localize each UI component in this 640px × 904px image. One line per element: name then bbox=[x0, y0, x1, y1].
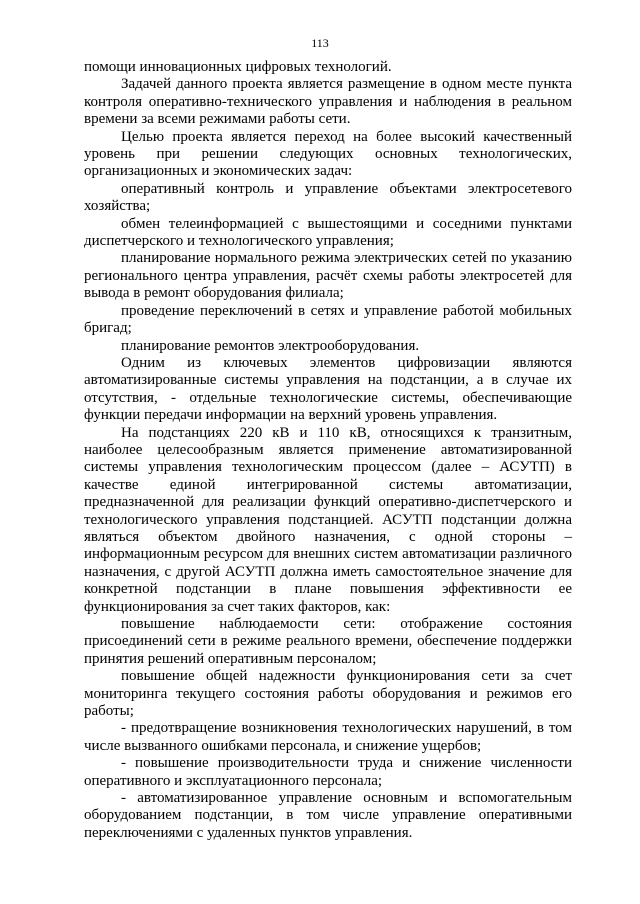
list-item-switching: проведение переключений в сетях и управление работой мобильных бригад; bbox=[84, 302, 572, 337]
list-item-prevention: - предотвращение возникновения технологических нарушений, в том числе вызванного ошибками персонала, и снижение ущербов; bbox=[84, 720, 572, 754]
paragraph-project-task: Задачей данного проекта является размещение в одном месте пункта контроля оперативно-технического управления и наблюдения в реальном времени за всеми режимами работы сети. bbox=[84, 76, 572, 128]
list-item-automated-control: - автоматизированное управление основным и вспомогательным оборудованием подстанции, в том числе управление оперативными переключениями с удаленных пунктов управления. bbox=[84, 790, 572, 841]
paragraph-continuation: помощи инновационных цифровых технологий. bbox=[84, 59, 392, 75]
document-body bbox=[84, 59, 572, 842]
list-item-teleinfo-exchange: обмен телеинформацией с вышестоящими и соседними пунктами диспетчерского и технологического управления; bbox=[84, 215, 572, 250]
list-item-repair-planning: планирование ремонтов электрооборудования. bbox=[121, 337, 420, 354]
paragraph-project-goal: Целью проекта является переход на более высокий качественный уровень при решении следующих основных технологических, организационных и экономических задач: bbox=[84, 128, 572, 180]
list-item-productivity: - повышение производительности труда и снижение численности оперативного и эксплуатационного персонала; bbox=[84, 755, 572, 789]
paragraph-substations-asutp: На подстанциях 220 кВ и 110 кВ, относящихся к транзитным, наиболее целесообразным является применение автоматизированной системы управления технологическим процессом (далее – АСУТП) в качестве единой интегрированной системы автоматизации, предназначенной для реализации функций оперативно-диспетчерского и технологического управления подстанцией. АСУТП подстанции должна являться объектом двойного назначения, с одной стороны – информационным ресурсом для внешних систем автоматизации различного назначения, с другой АСУТП должна иметь самостоятельное значение для конкретной подстанции в плане повышения эффективности ее функционирования за счет таких факторов, как: bbox=[84, 424, 572, 615]
paragraph-digitalization: Одним из ключевых элементов цифровизации являются автоматизированные системы управления на подстанции, а в случае их отсутствия, - отдельные технологические системы, обеспечивающие функции передачи информации на верхний уровень управления. bbox=[84, 354, 572, 424]
list-item-operational-control: оперативный контроль и управление объектами электросетевого хозяйства; bbox=[84, 180, 572, 215]
list-item-mode-planning: планирование нормального режима электрических сетей по указанию регионального центра управления, расчёт схемы работы электросетей для вывода в ремонт оборудования филиала; bbox=[84, 250, 572, 302]
list-item-observability: повышение наблюдаемости сети: отображение состояния присоединений сети в режиме реального времени, обеспечение поддержки принятия решений оперативным персоналом; bbox=[84, 616, 572, 667]
list-item-reliability: повышение общей надежности функционирования сети за счет мониторинга текущего состояния работы оборудования и режимов его работы; bbox=[84, 668, 572, 720]
page-number: 113 bbox=[311, 36, 329, 50]
